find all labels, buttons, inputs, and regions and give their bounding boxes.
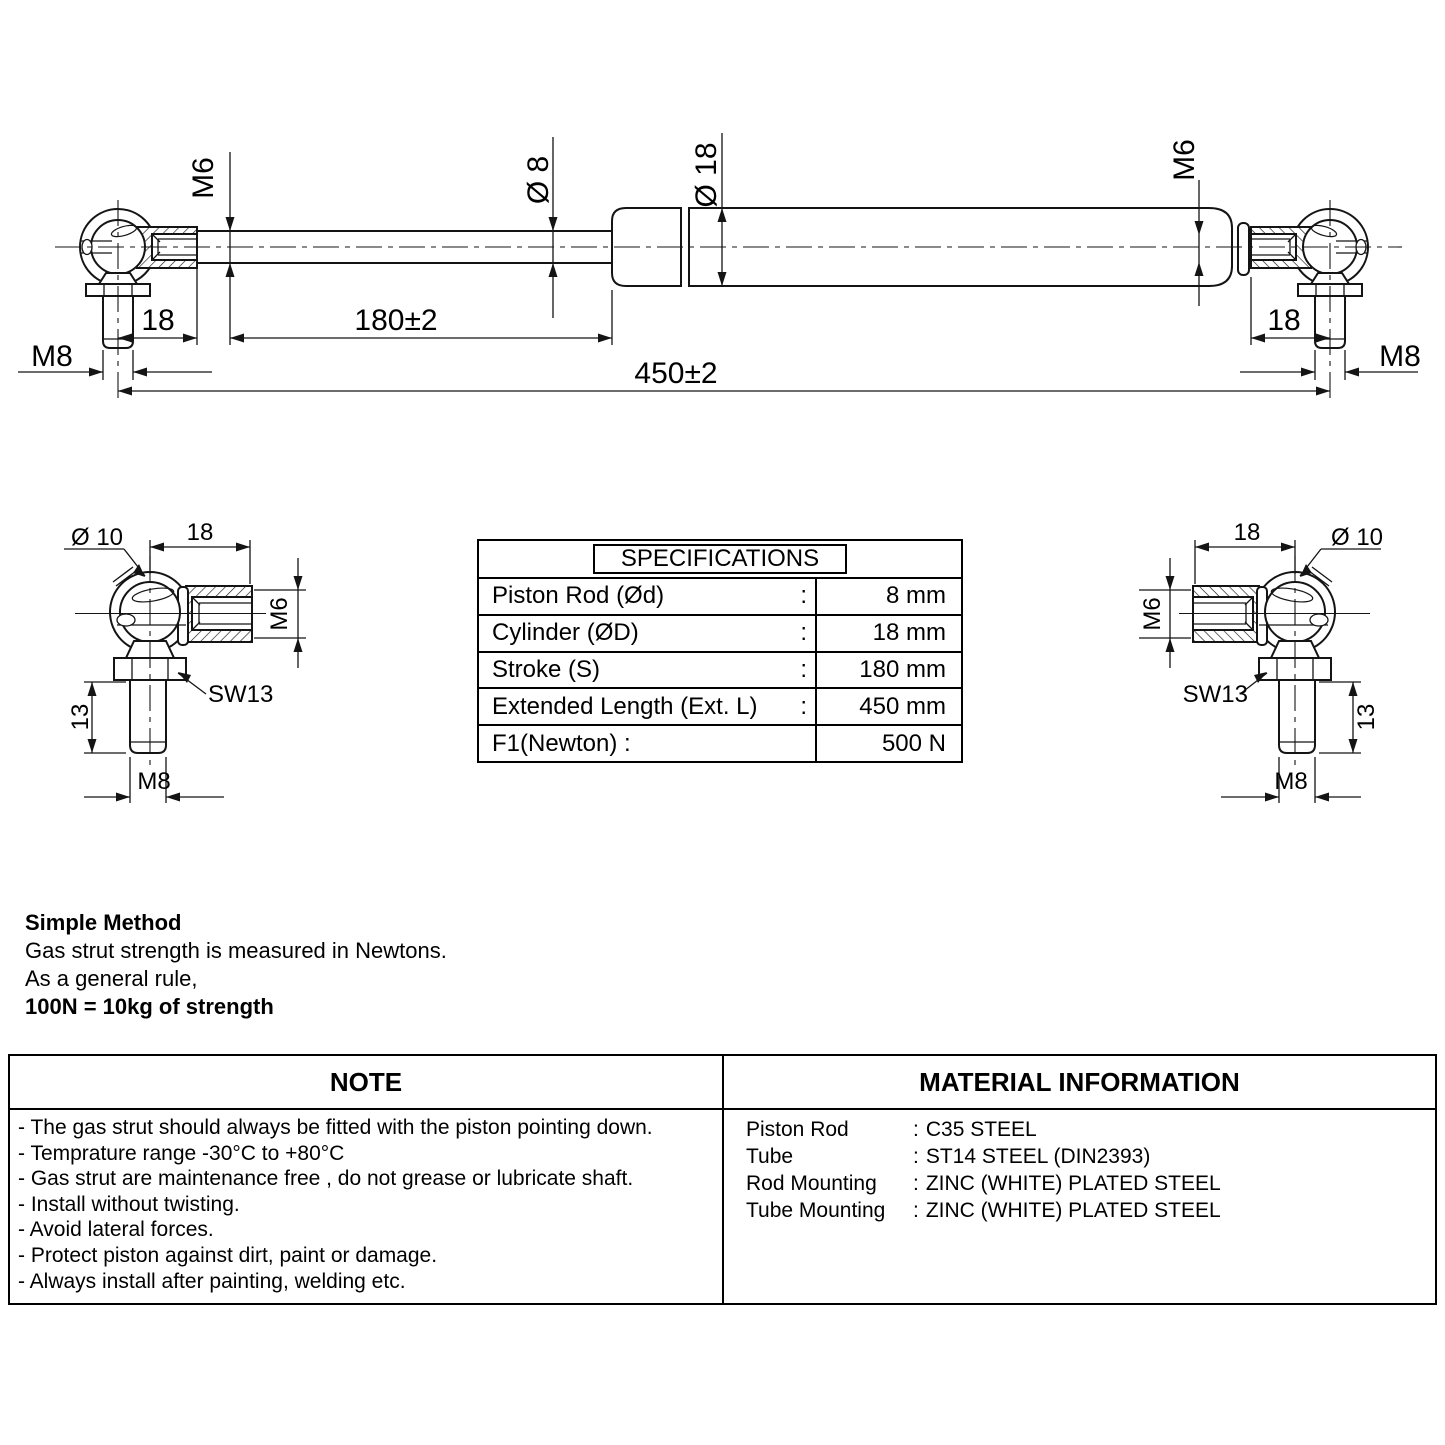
detail-left-stud-length-label: 13 (67, 703, 94, 731)
dim-label-rod-thread: M6 (187, 157, 220, 199)
spec-colon: : (800, 582, 807, 610)
detail-fitting-left (75, 556, 266, 770)
detail-left-wrench-label: SW13 (208, 681, 274, 708)
material-label: Tube (746, 1145, 794, 1168)
note-item: - Always install after painting, welding etc. (18, 1269, 406, 1293)
dim-label-stud-thread-right: M8 (1379, 340, 1421, 373)
ball-socket-fitting-right (1251, 200, 1368, 398)
spec-value: 450 mm (859, 692, 946, 720)
note-material-table (8, 1054, 1437, 1305)
dim-label-rod-end-offset: 18 (141, 304, 175, 337)
material-label: Tube Mounting (746, 1199, 886, 1222)
material-colon: : (913, 1199, 919, 1222)
spec-colon: : (800, 692, 807, 720)
material-list (724, 1110, 1435, 1303)
dim-label-extended-length: 450±2 (634, 357, 718, 390)
spec-value: 18 mm (872, 619, 946, 647)
simple-method-line1: Gas strut strength is measured in Newtons. (25, 938, 447, 963)
detail-left-ball-diameter-label: Ø 10 (70, 524, 124, 551)
dim-label-tube-thread: M6 (1168, 139, 1201, 181)
material-label: Piston Rod (746, 1118, 849, 1141)
spec-value: 180 mm (859, 655, 946, 683)
simple-method-block (25, 909, 447, 1021)
spec-label: Piston Rod (Ød) (492, 582, 665, 610)
spec-value: 8 mm (886, 582, 946, 610)
spec-colon: : (800, 619, 807, 647)
material-value: ST14 STEEL (DIN2393) (925, 1145, 1151, 1168)
dim-label-stroke: 180±2 (354, 304, 438, 337)
spec-label: Cylinder (ØD) (492, 619, 639, 647)
material-colon: : (913, 1172, 919, 1195)
ball-socket-fitting-left (80, 200, 197, 398)
note-item: - Protect piston against dirt, paint or damage. (18, 1243, 438, 1267)
material-colon: : (913, 1118, 919, 1141)
simple-method-line2: As a general rule, (25, 966, 198, 991)
washer-flange (1238, 223, 1249, 275)
spec-label: Extended Length (Ext. L) (492, 692, 758, 720)
note-list (10, 1110, 724, 1303)
material-row (746, 1143, 1435, 1170)
material-value: ZINC (WHITE) PLATED STEEL (925, 1199, 1221, 1222)
spec-row-force (479, 724, 961, 761)
detail-left-stud-thread-label: M8 (137, 768, 171, 795)
spec-label: Stroke (S) (492, 655, 601, 683)
dim-label-tube-diameter: Ø 18 (690, 142, 723, 208)
material-label: Rod Mounting (746, 1172, 877, 1195)
material-information-title: MATERIAL INFORMATION (919, 1066, 1240, 1097)
detail-right-stud-length-label: 13 (1353, 703, 1380, 731)
dim-label-stud-thread-left: M8 (31, 340, 73, 373)
note-item: - Temprature range -30°C to +80°C (18, 1141, 345, 1165)
material-row (746, 1197, 1435, 1224)
spec-colon: : (800, 655, 807, 683)
spec-row-extended-length (479, 687, 961, 724)
detail-right-thread-label: M6 (1139, 597, 1166, 631)
note-title: NOTE (10, 1056, 724, 1108)
note-item: - The gas strut should always be fitted with the piston pointing down. (18, 1116, 653, 1139)
material-colon: : (913, 1145, 919, 1168)
spec-value: 500 N (881, 729, 946, 757)
note-item: - Gas strut are maintenance free , do not grease or lubricate shaft. (18, 1167, 634, 1191)
dim-label-rod-diameter: Ø 8 (522, 155, 555, 205)
note-material-body-row (10, 1110, 1435, 1303)
spec-row-piston-rod (479, 577, 961, 614)
simple-method-title: Simple Method (25, 910, 182, 935)
material-value: ZINC (WHITE) PLATED STEEL (925, 1172, 1221, 1195)
material-row (746, 1116, 1435, 1143)
note-item: - Avoid lateral forces. (18, 1218, 214, 1242)
material-row (746, 1170, 1435, 1197)
spec-row-cylinder (479, 614, 961, 651)
detail-right-offset-label: 18 (1233, 519, 1261, 546)
dim-label-tube-end-offset: 18 (1267, 304, 1301, 337)
note-material-header-row (10, 1056, 1435, 1110)
detail-left-thread-label: M6 (266, 597, 293, 631)
spec-row-stroke (479, 651, 961, 688)
specifications-title: SPECIFICATIONS (593, 544, 847, 574)
detail-left-offset-label: 18 (186, 519, 214, 546)
main-strut-drawing (18, 133, 1421, 398)
simple-method-line3: 100N = 10kg of strength (25, 994, 274, 1019)
detail-right-stud-thread-label: M8 (1274, 768, 1308, 795)
detail-right-ball-diameter-label: Ø 10 (1330, 524, 1384, 551)
material-value: C35 STEEL (925, 1118, 1037, 1141)
specifications-header (479, 541, 961, 577)
detail-fitting-right (1179, 556, 1370, 770)
spec-label: F1(Newton) : (492, 729, 631, 757)
detail-right-wrench-label: SW13 (1182, 681, 1248, 708)
specifications-table (477, 539, 963, 763)
note-item: - Install without twisting. (18, 1192, 240, 1216)
